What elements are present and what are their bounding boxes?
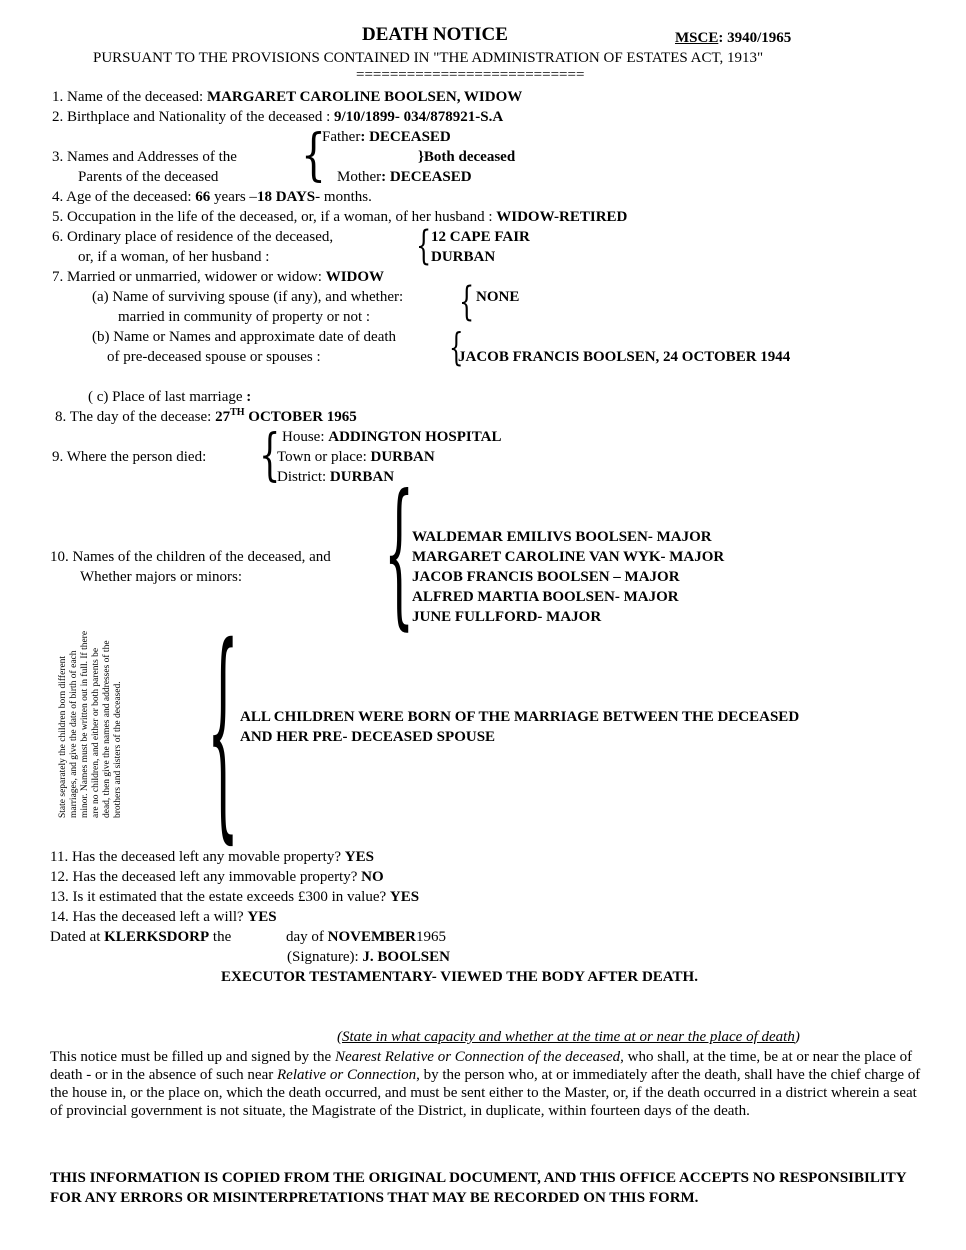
father-value: : DECEASED xyxy=(360,129,451,145)
children-note-line2: AND HER PRE- DECEASED SPOUSE xyxy=(240,729,496,745)
residence-line2: DURBAN xyxy=(431,249,496,265)
item-4-label: 4. Age of the deceased: xyxy=(52,189,196,205)
item-5 xyxy=(52,208,627,226)
child-1: WALDEMAR EMILIVS BOOLSEN- MAJOR xyxy=(412,529,712,545)
town-label: Town or place: xyxy=(277,449,371,465)
item-3-label-line1: 3. Names and Addresses of the xyxy=(52,149,237,165)
children-note-line1: ALL CHILDREN WERE BORN OF THE MARRIAGE BETWEEN THE DECEASED xyxy=(240,709,800,725)
item-9-label: 9. Where the person died: xyxy=(52,449,207,465)
mother-line xyxy=(337,168,472,186)
item-7c xyxy=(88,388,251,406)
father-label: Father xyxy=(322,129,361,145)
house-line xyxy=(282,428,501,446)
item-12 xyxy=(50,868,384,886)
dated-line xyxy=(50,928,231,946)
brace-icon: { xyxy=(207,597,239,863)
district-value: DURBAN xyxy=(329,469,395,485)
item-3-label-line2: Parents of the deceased xyxy=(78,169,219,185)
item-2 xyxy=(52,108,503,126)
death-day-suffix: TH xyxy=(230,407,245,418)
item-1-label: 1. Name of the deceased: xyxy=(52,89,207,105)
district-line xyxy=(277,468,394,486)
marital-status: WIDOW xyxy=(325,269,385,285)
brace-icon: { xyxy=(449,325,464,369)
divider: =========================== xyxy=(356,67,585,83)
age-years: 66 xyxy=(195,189,211,205)
item-10-label-line1: 10. Names of the children of the deceased, and xyxy=(50,549,331,565)
dated-the: the xyxy=(209,929,232,945)
town-value: DURBAN xyxy=(370,449,435,465)
item-7c-label: ( c) Place of last marriage xyxy=(88,389,247,405)
disclaimer: THIS INFORMATION IS COPIED FROM THE ORIGINAL DOCUMENT, AND THIS OFFICE ACCEPTS NO RESPONSIBILITY FOR ANY ERRORS OR MISINTERPRETATIONS THAT MAY BE RECORDED ON THIS FORM. xyxy=(50,1170,906,1206)
child-2: MARGARET CAROLINE VAN WYK- MAJOR xyxy=(412,549,725,565)
page-title: DEATH NOTICE xyxy=(362,24,508,45)
item-5-label: 5. Occupation in the life of the deceased, or, if a woman, of her husband : xyxy=(52,209,497,225)
instructions-part-2: , who shall, at the time, be at or near the place of death - or in the absence of such near xyxy=(50,1049,913,1083)
house-label: House: xyxy=(282,429,329,445)
instructions-paragraph xyxy=(50,1048,930,1120)
msce-number xyxy=(675,29,791,47)
district-label: District: xyxy=(277,469,330,485)
child-3: JACOB FRANCIS BOOLSEN – MAJOR xyxy=(412,569,680,585)
page-subtitle: PURSUANT TO THE PROVISIONS CONTAINED IN "THE ADMINISTRATION OF ESTATES ACT, 1913" xyxy=(93,50,764,66)
dated-prefix: Dated at xyxy=(50,929,105,945)
brace-icon: { xyxy=(416,223,432,269)
age-years-label: years – xyxy=(210,189,257,205)
residence-line1: 12 CAPE FAIR xyxy=(431,229,530,245)
brace-icon: { xyxy=(459,279,475,325)
mother-label: Mother xyxy=(337,169,382,185)
occupation-value: WIDOW-RETIRED xyxy=(496,209,628,225)
signature-label: (Signature): xyxy=(287,949,363,965)
item-7-label: 7. Married or unmarried, widower or widow: xyxy=(52,269,326,285)
both-deceased: }Both deceased xyxy=(418,149,516,165)
deceased-name: MARGARET CAROLINE BOOLSEN, WIDOW xyxy=(206,89,523,105)
msce-value: : 3940/1965 xyxy=(718,30,792,46)
side-note: State separately the children born different marriages, and give the date of birth of each minor. Names must be written out in full. If there are no children, and either or both parents be dead, then give the names and addresses of the brothers and sisters of the deceased. xyxy=(58,630,123,818)
signature-value: J. BOOLSEN xyxy=(362,949,450,965)
dated-year: 1965 xyxy=(416,929,446,945)
house-value: ADDINGTON HOSPITAL xyxy=(328,429,502,445)
msce-label: MSCE xyxy=(675,30,719,46)
item-12-label: 12. Has the deceased left any immovable property? xyxy=(50,869,362,885)
signature-line xyxy=(287,948,450,966)
item-11 xyxy=(50,848,374,866)
instructions-emphasis-2: Relative or Connection xyxy=(277,1067,417,1083)
brace-icon: { xyxy=(384,461,415,645)
item-8 xyxy=(55,408,357,426)
item-7c-colon: : xyxy=(246,389,252,405)
instructions-emphasis-1: Nearest Relative or Connection of the deceased xyxy=(334,1049,621,1065)
item-4 xyxy=(52,188,372,206)
age-months-label: - months. xyxy=(315,189,372,205)
death-day: 27 xyxy=(215,409,231,425)
will-value: YES xyxy=(247,909,277,925)
death-month-year: OCTOBER 1965 xyxy=(244,409,357,425)
brace-icon: { xyxy=(301,123,326,188)
instructions-part-3: , by the person who, at or immediately after the death, shall have the chief charge of the house in, or the place on, which the death occurred, and must be sent either to the Master, or, if the death occurred in a district wherein a seat of provincial government is not situate, the Magistrate of the District, in duplicate, within fourteen days of the death. xyxy=(50,1067,921,1119)
item-7b-line1: (b) Name or Names and approximate date of death xyxy=(92,329,397,345)
item-11-label: 11. Has the deceased left any movable property? xyxy=(50,849,345,865)
child-5: JUNE FULLFORD- MAJOR xyxy=(412,609,602,625)
item-7a-line1: (a) Name of surviving spouse (if any), and whether: xyxy=(92,289,404,305)
capacity-hint: (State in what capacity and whether at the time at or near the place of death) xyxy=(337,1029,800,1045)
item-7 xyxy=(52,268,384,286)
birthplace-value: 9/10/1899- 034/878921-S.A xyxy=(333,109,504,125)
item-7b-line2: of pre-deceased spouse or spouses : xyxy=(107,349,321,365)
item-14-label: 14. Has the deceased left a will? xyxy=(50,909,248,925)
item-13 xyxy=(50,888,419,906)
capacity-value: EXECUTOR TESTAMENTARY- VIEWED THE BODY AFTER DEATH. xyxy=(221,969,698,985)
surviving-spouse-value: NONE xyxy=(476,289,520,305)
predeceased-spouse-value: JACOB FRANCIS BOOLSEN, 24 OCTOBER 1944 xyxy=(458,349,791,365)
item-10-label-line2: Whether majors or minors: xyxy=(80,569,243,585)
father-line xyxy=(322,128,451,146)
item-7a-line2: married in community of property or not : xyxy=(118,309,371,325)
item-14 xyxy=(50,908,277,926)
brace-icon: { xyxy=(259,423,281,488)
item-1 xyxy=(52,88,522,106)
item-6-label-line2: or, if a woman, of her husband : xyxy=(78,249,270,265)
item-8-label: 8. The day of the decease: xyxy=(55,409,216,425)
item-13-label: 13. Is it estimated that the estate exceeds £300 in value? xyxy=(50,889,390,905)
instructions-part-1: This notice must be filled up and signed by the xyxy=(50,1049,335,1065)
item-2-label: 2. Birthplace and Nationality of the deceased : xyxy=(52,109,334,125)
movable-property-value: YES xyxy=(344,849,374,865)
dated-date xyxy=(286,928,446,946)
dated-month: NOVEMBER xyxy=(327,929,416,945)
mother-value: : DECEASED xyxy=(381,169,472,185)
child-4: ALFRED MARTIA BOOLSEN- MAJOR xyxy=(412,589,679,605)
dated-day-of: day of xyxy=(286,929,328,945)
estate-value: YES xyxy=(389,889,420,905)
dated-place: KLERKSDORP xyxy=(104,929,210,945)
item-6-label-line1: 6. Ordinary place of residence of the deceased, xyxy=(52,229,334,245)
immovable-property-value: NO xyxy=(361,869,384,885)
capacity-hint-text: State in what capacity and whether at the time at or near the place of death xyxy=(342,1029,795,1045)
age-days: 18 DAYS xyxy=(256,189,316,205)
